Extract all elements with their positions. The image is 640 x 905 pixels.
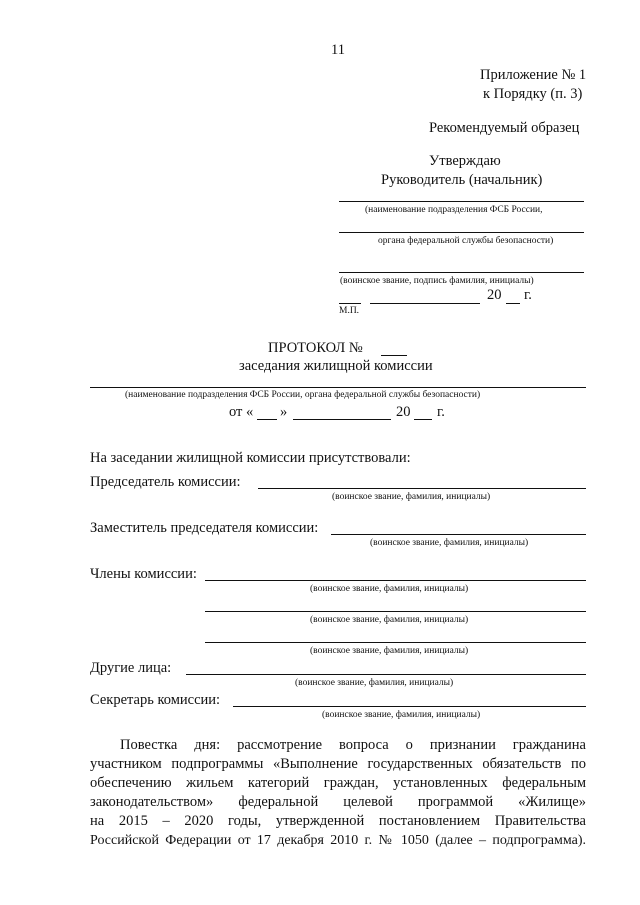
member-caption-1: (воинское звание, фамилия, инициалы) [310,584,469,594]
members-label: Члены комиссии: [90,566,197,582]
member-caption-2: (воинское звание, фамилия, инициалы) [310,615,469,625]
protocol-year-suffix: г. [437,404,445,420]
signature-caption: (воинское звание, подпись фамилия, инициалы) [340,276,534,286]
member-line-1 [205,580,586,581]
appendix-reference: к Порядку (п. 3) [483,86,583,102]
stamp-place-label: М.П. [339,306,360,316]
protocol-unit-caption: (наименование подразделения ФСБ России, органа федеральной службы безопасности) [125,390,481,400]
approval-month-line [370,303,480,304]
member-caption-3: (воинское звание, фамилия, инициалы) [310,646,469,656]
protocol-title: ПРОТОКОЛ № [268,340,363,356]
others-label: Другие лица: [90,660,172,676]
agenda-line-3: обеспечению жильем категорий граждан, установленных федеральным [90,775,586,791]
protocol-year-line [414,419,432,420]
protocol-subtitle: заседания жилищной комиссии [239,358,433,374]
chairman-line [258,488,586,489]
protocol-day-line [257,419,277,420]
deputy-line [331,534,586,535]
organ-name-line [339,232,584,233]
attendance-intro: На заседании жилищной комиссии присутствовали: [90,450,411,466]
protocol-year-prefix: 20 [396,404,411,420]
appendix-title: Приложение № 1 [480,67,587,83]
protocol-unit-line [90,387,586,388]
unit-name-line [339,201,584,202]
protocol-date-from: от « [229,404,254,420]
chairman-caption: (воинское звание, фамилия, инициалы) [332,492,491,502]
deputy-label: Заместитель председателя комиссии: [90,520,319,536]
agenda-line-2: участником подпрограммы «Выполнение государственных обязательств по [90,756,586,772]
member-line-3 [205,642,586,643]
protocol-month-line [293,419,391,420]
agenda-line-6: Российской Федерации от 17 декабря 2010 г. № 1050 (далее – подпрограмма). [90,833,586,848]
unit-name-caption: (наименование подразделения ФСБ России, [365,205,543,215]
deputy-caption: (воинское звание, фамилия, инициалы) [370,538,529,548]
protocol-date-quote: » [280,404,288,420]
agenda-line-4: законодательством» федеральной целевой программой «Жилище» [90,794,586,810]
secretary-label: Секретарь комиссии: [90,692,221,708]
approval-year-suffix: г. [524,287,532,303]
head-label: Руководитель (начальник) [381,172,543,188]
approval-day-line [339,303,361,304]
approve-label: Утверждаю [429,153,501,169]
agenda-line-5: на 2015 – 2020 годы, утвержденной постановлением Правительства [90,813,586,829]
protocol-number-line [381,355,407,356]
organ-name-caption: органа федеральной службы безопасности) [378,236,554,246]
approval-year-line [506,303,520,304]
agenda-line-1: Повестка дня: рассмотрение вопроса о признании гражданина [120,737,586,753]
approval-year-prefix: 20 [487,287,502,303]
chairman-label: Председатель комиссии: [90,474,241,490]
secretary-line [233,706,586,707]
sample-label: Рекомендуемый образец [429,120,580,136]
signature-line [339,272,584,273]
page-number: 11 [331,42,345,58]
secretary-caption: (воинское звание, фамилия, инициалы) [322,710,481,720]
others-caption: (воинское звание, фамилия, инициалы) [295,678,454,688]
others-line [186,674,586,675]
member-line-2 [205,611,586,612]
